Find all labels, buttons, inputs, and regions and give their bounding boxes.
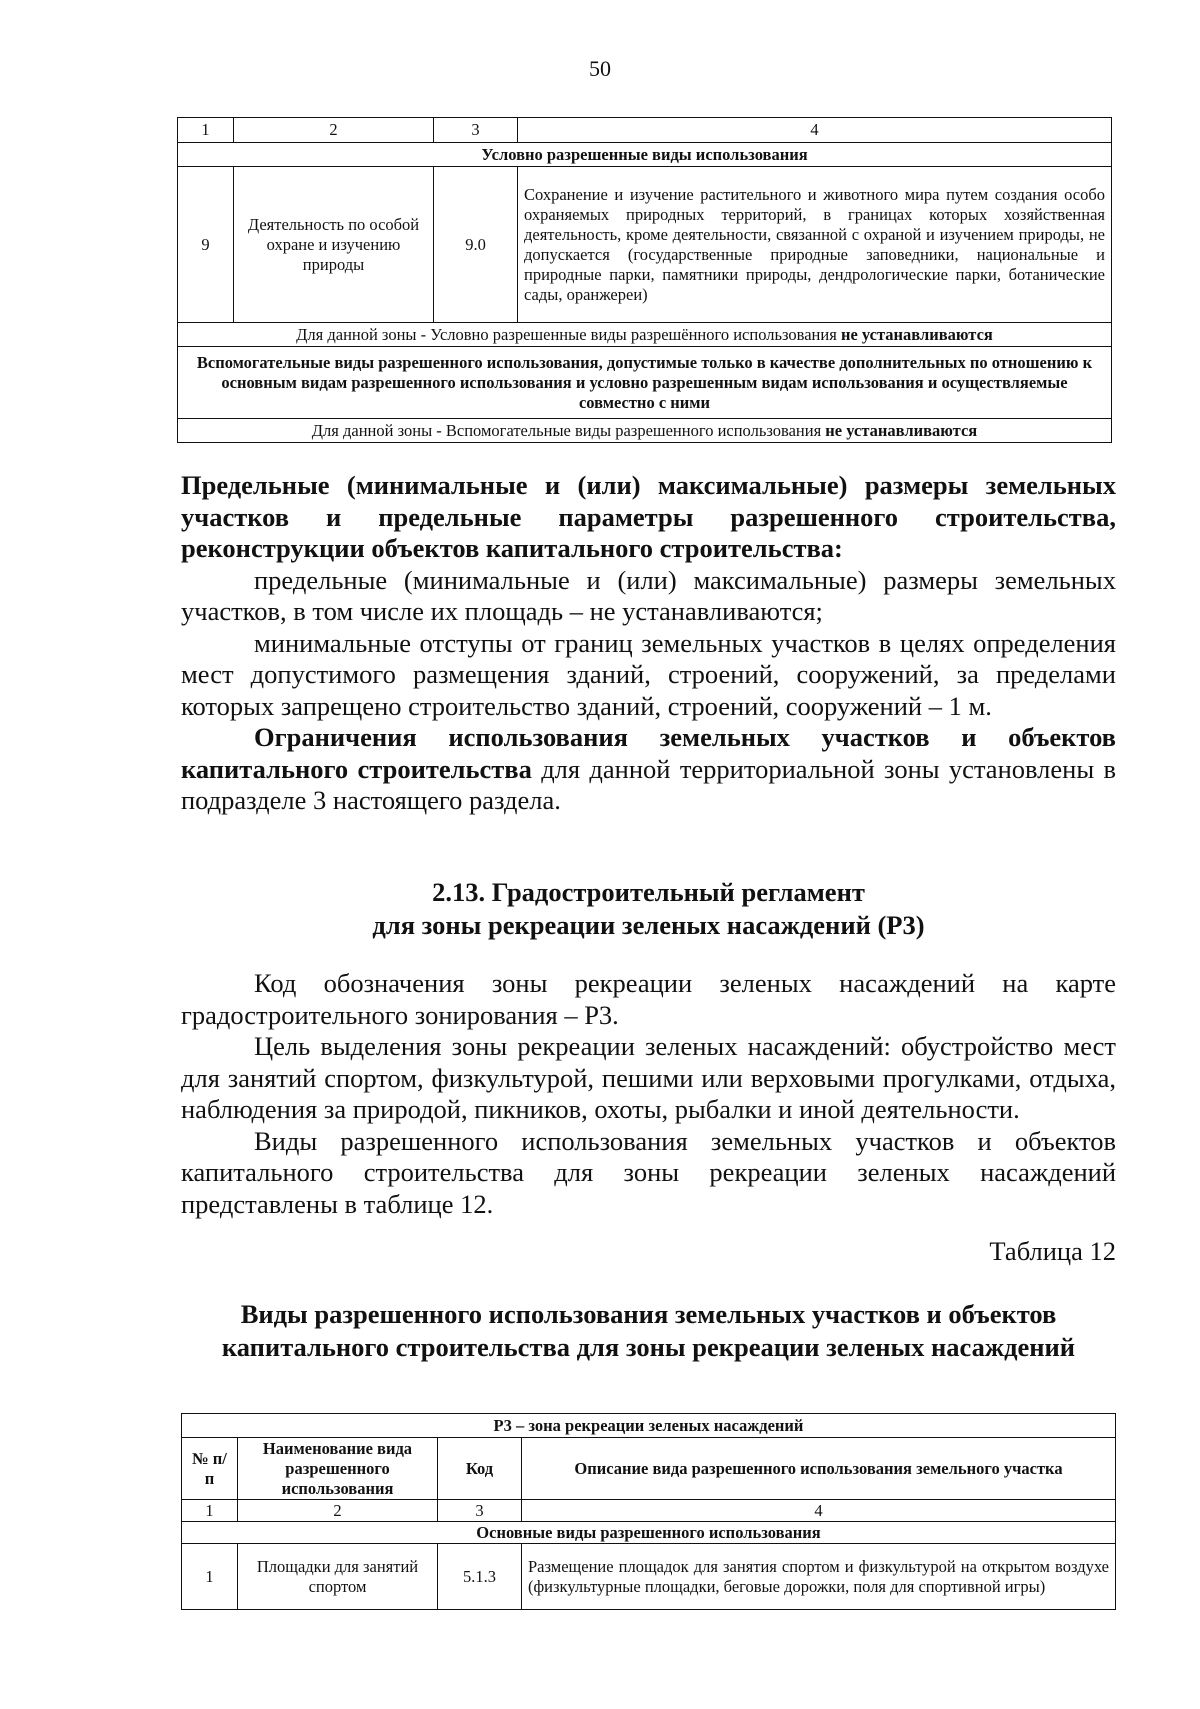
restrictions-paragraph	[181, 722, 1116, 817]
header-number: № п/п	[182, 1438, 238, 1500]
zone-goal-paragraph: Цель выделения зоны рекреации зеленых насаждений: обустройство мест для занятий спортом, физкультурой, пешими или верховыми прогулками, отдыха, наблюдения за природой, пикников, охоты, рыбалки и иной деятельности.	[181, 1031, 1116, 1124]
limits-paragraph-2: минимальные отступы от границ земельных участков в целях определения мест допустимого размещения зданий, строений, сооружений, за пределами которых запрещено строительство зданий, строений, сооружений – 1 м.	[181, 627, 1116, 721]
note-auxiliary-not-set	[178, 419, 1112, 443]
column-number-2: 2	[238, 1500, 438, 1522]
table-row	[182, 1544, 1116, 1610]
column-number-1: 1	[178, 118, 234, 143]
section-title-line-2: для зоны рекреации зеленых насаждений (Р3)	[372, 910, 925, 940]
zone-types-paragraph: Виды разрешенного использования земельных участков и объектов капитального строительства для зоны рекреации зеленых насаждений представлены в таблице 12.	[181, 1125, 1116, 1219]
zone-title: Р3 – зона рекреации зеленых насаждений	[182, 1414, 1116, 1438]
zone-uses-table-continued	[177, 117, 1112, 443]
table-row	[178, 167, 1112, 323]
section-main-uses: Основные виды разрешенного использования	[182, 1522, 1116, 1544]
header-name: Наименование вида разрешенного использования	[238, 1438, 438, 1500]
column-number-2: 2	[234, 118, 434, 143]
table-header-row	[178, 118, 1112, 143]
section-auxiliary-uses: Вспомогательные виды разрешенного использования, допустимые только в качестве дополнительных по отношению к основным видам разрешенного использования и условно разрешенным видам использования и осуществляемые совместно с ними	[178, 347, 1112, 419]
limits-heading: Предельные (минимальные и (или) максимальные) размеры земельных участков и предельные параметры разрешенного строительства, реконструкции объектов капитального строительства:	[181, 470, 1116, 563]
recreation-zone-uses-table	[181, 1413, 1116, 1610]
table-header-row	[182, 1438, 1116, 1500]
section-title-line-1: 2.13. Градостроительный регламент	[432, 877, 865, 907]
zone-code-paragraph: Код обозначения зоны рекреации зеленых насаждений на карте градостроительного зонирования – Р3.	[181, 968, 1116, 1030]
column-number-3: 3	[438, 1500, 522, 1522]
table-title-line-2: капитального строительства для зоны рекреации зеленых насаждений	[221, 1332, 1076, 1362]
zone-description	[181, 968, 1116, 1220]
header-code: Код	[438, 1438, 522, 1500]
use-type-description: Сохранение и изучение растительного и животного мира путем создания особо охраняемых природных территорий, в границах которых хозяйственная деятельность, кроме деятельности, связанной с охраной и изучением природы, не допускается (государственные природные заповедники, национальные и природные парки, памятники природы, дендрологические парки, ботанические сады, оранжереи)	[518, 167, 1112, 323]
use-type-description: Размещение площадок для занятия спортом и физкультурой на открытом воздухе (физкультурные площадки, беговые дорожки, поля для спортивной игры)	[522, 1544, 1116, 1610]
note-conditional-not-set	[178, 323, 1112, 347]
restrictions-rest: для данной территориальной зоны установлены в подразделе 3 настоящего раздела.	[181, 753, 1116, 815]
note-auxiliary-prefix: Для данной зоны - Вспомогательные виды разрешенного использования	[311, 420, 822, 440]
column-number-1: 1	[182, 1500, 238, 1522]
table-title-line-1: Виды разрешенного использования земельных участков и объектов	[240, 1299, 1057, 1329]
use-type-code: 5.1.3	[438, 1544, 522, 1610]
table-label: Таблица 12	[989, 1236, 1116, 1266]
header-description: Описание вида разрешенного использования земельного участка	[522, 1438, 1116, 1500]
restrictions-bold: Ограничения использования земельных участков и объектов капитального строительства	[181, 722, 1116, 784]
section-conditional-uses: Условно разрешенные виды использования	[178, 143, 1112, 167]
note-auxiliary-bold: не устанавливаются	[825, 420, 978, 440]
note-conditional-prefix: Для данной зоны - Условно разрешенные виды разрешённого использования	[296, 324, 837, 344]
use-type-code: 9.0	[434, 167, 518, 323]
limits-paragraph-1: предельные (минимальные и (или) максимальные) размеры земельных участков, в том числе их площадь – не устанавливаются;	[181, 564, 1116, 626]
limits-section	[181, 470, 1116, 817]
note-conditional-bold: не устанавливаются	[840, 324, 993, 344]
row-number: 1	[182, 1544, 238, 1610]
column-number-3: 3	[434, 118, 518, 143]
section-title	[181, 876, 1116, 942]
table-title	[181, 1298, 1116, 1364]
use-type-name: Деятельность по особой охране и изучению природы	[234, 167, 434, 323]
column-number-4: 4	[522, 1500, 1116, 1522]
column-number-4: 4	[518, 118, 1112, 143]
row-number: 9	[178, 167, 234, 323]
page-number: 50	[589, 56, 611, 81]
use-type-name: Площадки для занятий спортом	[238, 1544, 438, 1610]
